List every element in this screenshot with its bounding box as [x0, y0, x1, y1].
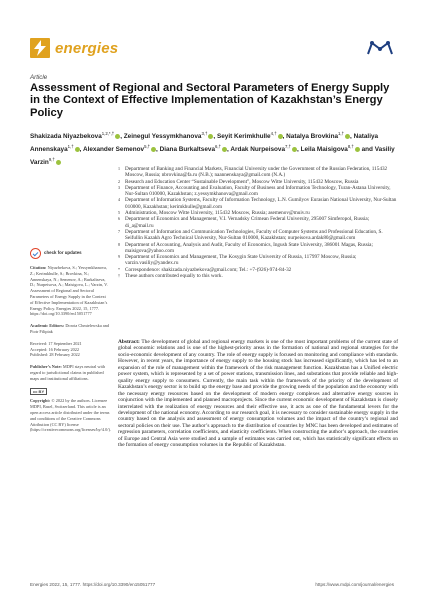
dates-block — [30, 341, 110, 358]
affiliation-item — [118, 216, 398, 229]
received-date: Received: 17 September 2021 — [30, 340, 82, 346]
affiliation-item — [118, 273, 398, 279]
citation-block — [30, 265, 110, 317]
author-name[interactable]: Diana Burkaltseva — [159, 146, 216, 154]
author-affiliation-sup: 1,† — [338, 131, 345, 136]
editors-block — [30, 323, 110, 335]
publisher-note-text: MDPI stays neutral with regard to jurisdictional claims in published maps and institutional affiliations. — [30, 364, 106, 381]
affiliation-text: These authors contributed equally to this work. — [125, 273, 223, 280]
affiliation-text: Department of Information and Communication Technologies, Faculty of Computer Systems and Professional Education, S. Seifullin Kazakh Agro Technical University, Nur-Sultan 010000, Kazakhstan; nurpeisova.ardak80@gmail.com — [125, 228, 383, 242]
affiliation-item — [118, 242, 398, 255]
author-separator: , — [227, 146, 231, 154]
affiliation-item — [118, 229, 398, 242]
author-separator: and — [359, 146, 375, 154]
copyright-block — [30, 398, 110, 433]
author-name[interactable]: Seyit Kerimkhulle — [216, 133, 271, 141]
citation-text[interactable]: Niyazbekova, S.; Yessymkhanova, Z.; Kerimkhulle, S.; Brovkina, N.; Annenskaya, N.; Semenov, A.; Burkaltseva, D.; Nurpeisova, A.; Maisigova, L.; Varzin, V. Assessment of Regional and Sectoral Parameters of Energy Supply in the Context of Effective Implementation of Kazakhstan’s Energy Policy. Energies 2022, 15, 1777. https://doi.org/10.3390/en15051777 — [30, 265, 108, 317]
affiliation-number: † — [118, 273, 120, 279]
affiliation-text: Department of Banking and Financial Markets, Financial University under the Government of the Russian Federation, 115432 Moscow, Russia; nbrovkina@fa.ru (N.B.); naannenskaya@gmail.com (N.A.) — [125, 166, 388, 179]
author-affiliation-sup: 1,2,*,† — [101, 131, 115, 136]
affiliation-item — [118, 166, 398, 179]
author-separator: , — [120, 133, 124, 141]
affiliation-number: 4 — [118, 197, 120, 203]
affiliation-number: 3 — [118, 184, 120, 190]
affiliation-item — [118, 185, 398, 198]
journal-name: energies — [55, 39, 119, 57]
affiliation-item — [118, 197, 398, 210]
author-affiliation-sup: 8,† — [347, 144, 354, 150]
affiliation-number: 6 — [118, 216, 120, 222]
author-separator: , — [156, 146, 160, 154]
author-name[interactable]: Alexander Semenov — [82, 146, 145, 154]
editors-text: Dorota Chmielewska and Piotr Filipiak — [30, 323, 110, 334]
affiliation-text: Department of Information Systems, Faculty of Information Technology, L.N. Gumilyov Eurasian National University, Nur-Sultan 010000, Kazakhstan; kerimkhulle@gmail.com — [125, 197, 397, 210]
check-updates-icon — [30, 248, 41, 259]
author-name[interactable]: Ardak Nurpeisova — [230, 146, 286, 154]
author-affiliation-sup: 6,† — [215, 144, 222, 150]
affiliation-number: 7 — [118, 228, 120, 234]
author-separator: , — [213, 133, 217, 141]
affiliation-number: * — [118, 266, 120, 272]
author-affiliation-sup: 5,† — [144, 144, 151, 150]
article-info-sidebar — [30, 248, 110, 439]
author-affiliation-sup: 1,† — [67, 144, 74, 150]
affiliation-text: Department of Economics and Management, V.I. Vernadsky Crimean Federal University, 295007 Simferopol, Russia; di_a@mail.ru — [125, 216, 370, 229]
affiliation-text: Department of Finance, Accounting and Evaluation, Faculty of Business and Information Technology, Turan-Astana University, Nur-Sultan 010000, Kazakhstan; z.yessymkhanova@gmail.com — [125, 184, 391, 198]
author-affiliation-sup: 9,† — [48, 157, 55, 163]
affiliation-number: 5 — [118, 210, 120, 216]
author-name[interactable]: Vasiliy Varzin — [30, 146, 395, 167]
author-separator: , — [297, 146, 301, 154]
article-type: Article — [30, 74, 48, 81]
paper-title: Assessment of Regional and Sectoral Parameters of Energy Supply in the Context of Effective Implementation of Kazakhstan’s Energy Policy — [30, 82, 390, 119]
published-date: Published: 28 February 2022 — [30, 352, 80, 358]
affiliation-text: Research and Education Center “Sustainable Development”, Moscow Witte University, 115432 Moscow, Russia — [125, 178, 359, 185]
journal-logo[interactable] — [30, 38, 118, 58]
editors-label: Academic Editors: — [30, 323, 65, 329]
affiliation-text: Correspondence: shakizada.niyazbekova@gmail.com; Tel.: +7-(926)-974-84-32 — [125, 266, 292, 273]
check-updates-label: check for updates — [44, 250, 82, 256]
affiliation-text: Department of Economics and Management, The Kosygin State University of Russia, 117997 Moscow, Russia; varzin.vasiliy@yandex.ru — [125, 254, 357, 267]
abstract — [118, 339, 398, 449]
copyright-text: © 2022 by the authors. Licensee MDPI, Basel, Switzerland. This article is an open access article distributed under the terms and conditions of the Creative Commons Attribution (CC BY) license (https://creativecommons.org/licenses/by/4.0/). — [30, 398, 111, 433]
cc-license-badge[interactable]: cc BY — [30, 388, 47, 396]
affiliation-text: Administration, Moscow Witte University, 115432 Moscow, Russia; asemenov@muiv.ru — [125, 210, 310, 217]
affiliation-number: 1 — [118, 166, 120, 171]
abstract-text: The development of global and regional energy markets is one of the most important problems of the current state of global economic relations and is one of the highest-priority areas in the formation of national and regional strategies for the socio-economic development of any country. The role of energy supply is focused on monitoring and compliance with standards. However, in recent years, the importance of energy supply to the housing stock has increased significantly, which has led to an expansion of the role of management within the framework of the risk management function. Kazakhstan has a Unified electric power system, which is represented by a set of power stations, transmission lines, and substations that provide reliable and high-quality energy supply to consumers. Currently, the main task within the framework of the priority of the development of Kazakhstan’s energy sector is to build up the energy base and provide the growing needs of the population and the economy with the necessary energy resources based on the development of modern energy complexes and alternative energy sources in conjunction with the implemented and planned macroprojects. Since the current economic development of Kazakhstan is closely interrelated with the realization of energy resources and their effective use, it acts as one of the fundamental levers for the development of the national economy. According to our research goal, it is necessary to consider sustainable energy supply in the country based on the analysis and assessment of energy consumption volumes and the impact of the country’s regional and sectoral policies on their use. The author’s approach to the distribution of countries by MNC has been developed and estimates of regression parameters, correlation coefficients, and elasticity coefficients. When constructing the author’s approach, the countries of Europe and Central Asia were studied and a sample of estimates was carried out, which has statistically significant effects on the formation of energy consumption volumes in the Republic of Kazakhstan. — [118, 339, 398, 449]
affiliation-text: Department of Accounting, Analysis and Audit, Faculty of Economics, Ingush State University, 386001 Magas, Russia; maisigova@yahoo.com — [125, 241, 373, 254]
copyright-label: Copyright: — [30, 398, 51, 404]
author-name[interactable]: Natalya Brovkina — [286, 133, 339, 141]
abstract-label: Abstract: — [118, 339, 140, 345]
check-updates-button[interactable] — [30, 248, 110, 259]
affiliation-number: 2 — [118, 178, 120, 184]
affiliation-list — [118, 166, 398, 279]
citation-label: Citation: — [30, 265, 47, 270]
author-affiliation-sup: 3,† — [201, 131, 208, 136]
footer-journal-url[interactable]: https://www.mdpi.com/journal/energies — [315, 582, 394, 587]
author-affiliation-sup: 4,† — [270, 131, 277, 136]
author-name[interactable]: Leila Maisigova — [300, 146, 348, 154]
author-affiliation-sup: 7,† — [285, 144, 292, 150]
affiliation-number: 9 — [118, 254, 120, 260]
author-separator: , — [350, 133, 354, 141]
orcid-icon[interactable] — [56, 160, 61, 165]
affiliation-item — [118, 254, 398, 267]
author-separator: , — [79, 146, 83, 154]
author-name[interactable]: Zeinegul Yessymkhanova — [123, 133, 202, 141]
publisher-note-label: Publisher’s Note: — [30, 364, 62, 370]
author-list — [30, 129, 400, 168]
author-name[interactable]: Shakizada Niyazbekova — [30, 133, 102, 141]
affiliation-number: 8 — [118, 241, 120, 247]
footer-citation[interactable]: Energies 2022, 15, 1777. https://doi.org/10.3390/en15051777 — [30, 582, 156, 587]
author-separator: , — [282, 133, 287, 141]
publisher-note-block — [30, 364, 110, 381]
energy-bolt-icon — [30, 38, 50, 58]
mdpi-logo-icon[interactable] — [366, 40, 394, 57]
author-name[interactable]: Nataliya Annenskaya — [30, 133, 379, 154]
accepted-date: Accepted: 16 February 2022 — [30, 346, 80, 352]
